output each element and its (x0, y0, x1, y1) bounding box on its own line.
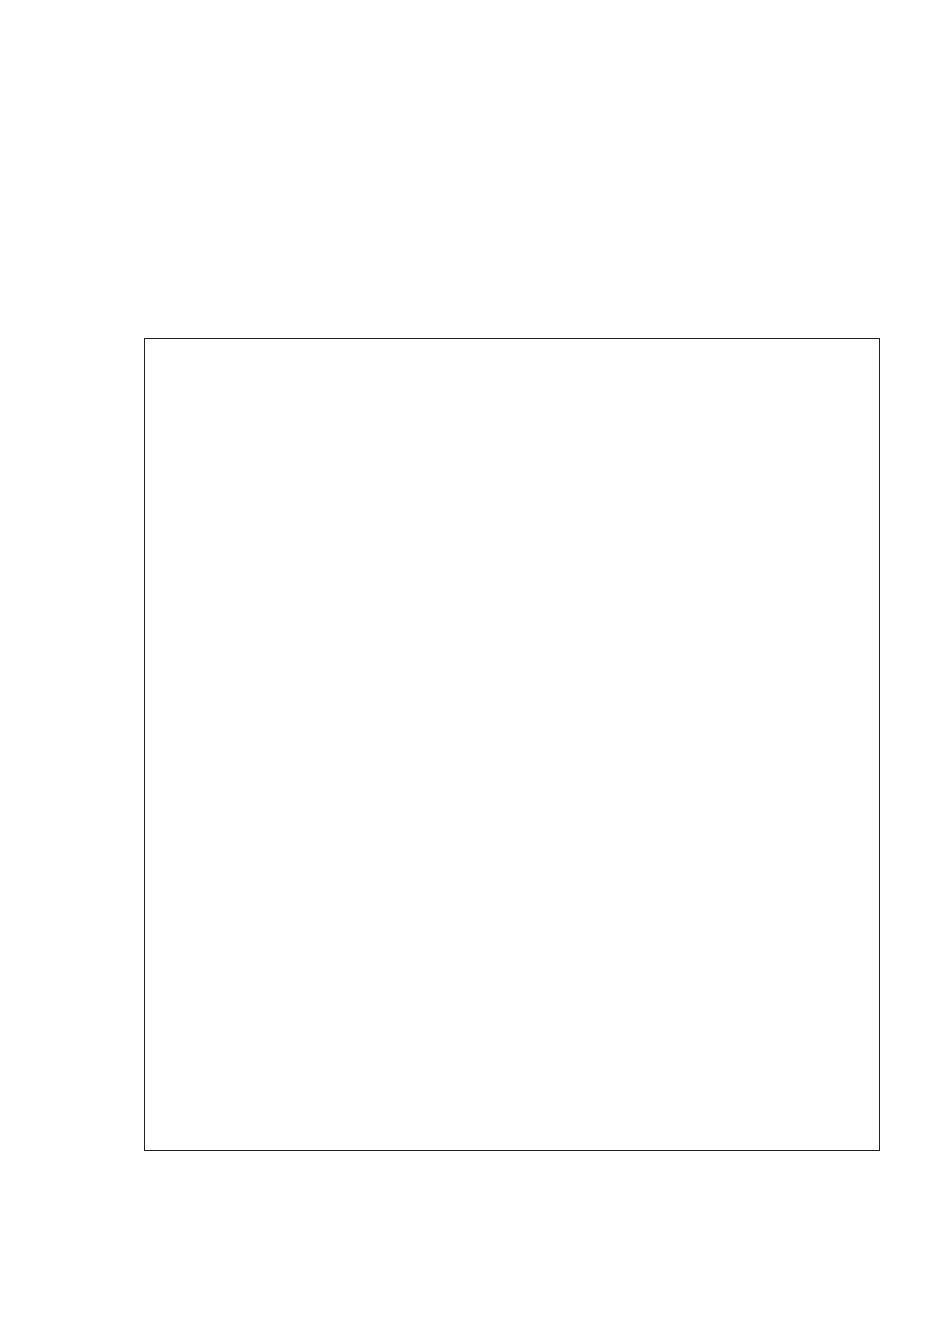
organization-size-table (144, 338, 880, 1151)
